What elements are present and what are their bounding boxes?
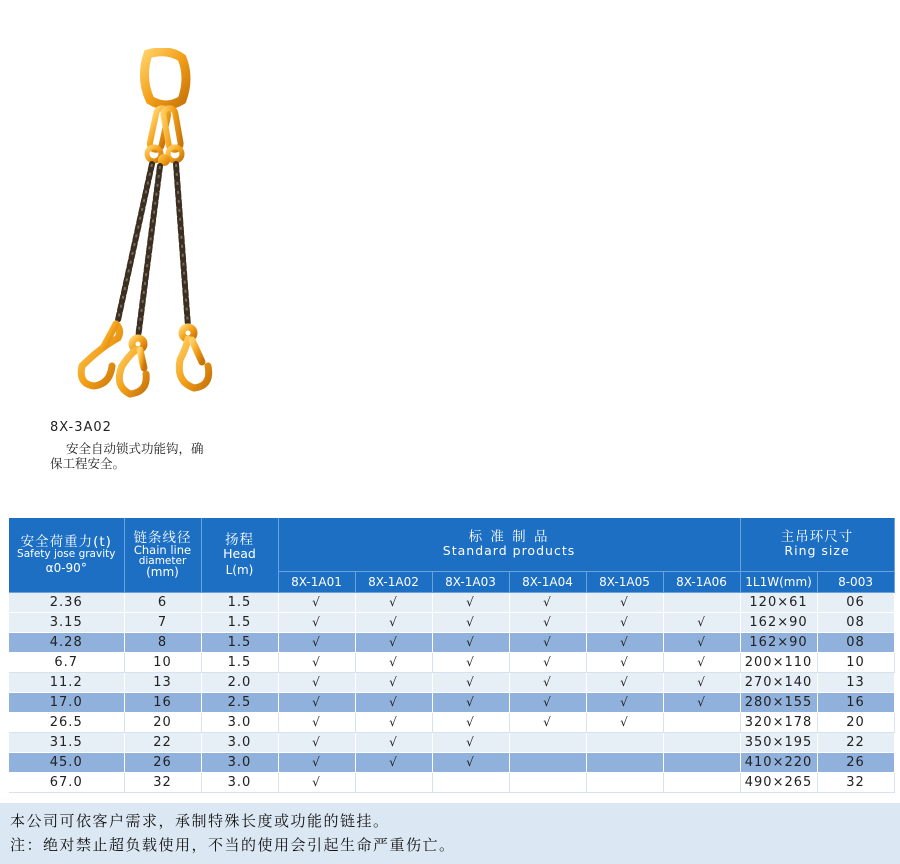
cell-product-3 bbox=[432, 752, 509, 772]
cell-lift: 1.5 bbox=[201, 632, 278, 652]
model-code: 8X-3A02 bbox=[50, 420, 112, 435]
header-standard-products: 标 准 制 品 Standard products bbox=[278, 518, 740, 571]
cell-product-1 bbox=[278, 752, 355, 772]
cell-ring-code: 08 bbox=[817, 632, 894, 652]
check-mark-icon: √ bbox=[312, 654, 321, 669]
cell-product-1 bbox=[278, 652, 355, 672]
cell-ring-code: 22 bbox=[817, 732, 894, 752]
check-mark-icon: √ bbox=[543, 694, 552, 709]
cell-load: 31.5 bbox=[9, 732, 124, 752]
cell-load: 17.0 bbox=[9, 692, 124, 712]
cell-product-1 bbox=[278, 712, 355, 732]
cell-chain-diameter: 20 bbox=[124, 712, 201, 732]
cell-product-2 bbox=[355, 672, 432, 692]
cell-lift: 3.0 bbox=[201, 772, 278, 792]
check-mark-icon: √ bbox=[389, 674, 398, 689]
cell-product-3 bbox=[432, 612, 509, 632]
check-mark-icon: √ bbox=[312, 774, 321, 789]
check-mark-icon: √ bbox=[466, 614, 475, 629]
cell-ring-dim: 270×140 bbox=[740, 672, 817, 692]
check-mark-icon: √ bbox=[697, 694, 706, 709]
cell-load: 11.2 bbox=[9, 672, 124, 692]
cell-product-3 bbox=[432, 692, 509, 712]
table-row bbox=[9, 712, 894, 732]
cell-product-1 bbox=[278, 592, 355, 612]
check-mark-icon: √ bbox=[620, 654, 629, 669]
cell-product-2 bbox=[355, 752, 432, 772]
check-mark-icon: √ bbox=[389, 594, 398, 609]
cell-product-4 bbox=[509, 772, 586, 792]
check-mark-icon: √ bbox=[620, 594, 629, 609]
check-mark-icon: √ bbox=[312, 754, 321, 769]
cell-load: 4.28 bbox=[9, 632, 124, 652]
cell-product-4 bbox=[509, 712, 586, 732]
cell-ring-dim: 320×178 bbox=[740, 712, 817, 732]
cell-lift: 3.0 bbox=[201, 732, 278, 752]
cell-product-1 bbox=[278, 772, 355, 792]
cell-product-5 bbox=[586, 672, 663, 692]
cell-chain-diameter: 22 bbox=[124, 732, 201, 752]
cell-chain-diameter: 26 bbox=[124, 752, 201, 772]
cell-product-2 bbox=[355, 692, 432, 712]
cell-ring-code: 06 bbox=[817, 592, 894, 612]
header-chain-diameter: 链条线径 Chain line diameter (mm) bbox=[124, 518, 201, 592]
cell-product-6 bbox=[663, 672, 740, 692]
check-mark-icon: √ bbox=[543, 654, 552, 669]
check-mark-icon: √ bbox=[312, 674, 321, 689]
cell-product-6 bbox=[663, 732, 740, 752]
cell-product-3 bbox=[432, 712, 509, 732]
cell-ring-dim: 162×90 bbox=[740, 612, 817, 632]
check-mark-icon: √ bbox=[543, 614, 552, 629]
check-mark-icon: √ bbox=[543, 674, 552, 689]
cell-product-6 bbox=[663, 752, 740, 772]
cell-lift: 2.5 bbox=[201, 692, 278, 712]
check-mark-icon: √ bbox=[697, 654, 706, 669]
cell-lift: 1.5 bbox=[201, 612, 278, 632]
check-mark-icon: √ bbox=[312, 734, 321, 749]
cell-product-3 bbox=[432, 732, 509, 752]
cell-product-3 bbox=[432, 672, 509, 692]
cell-chain-diameter: 7 bbox=[124, 612, 201, 632]
table-row bbox=[9, 732, 894, 752]
cell-product-6 bbox=[663, 692, 740, 712]
cell-lift: 2.0 bbox=[201, 672, 278, 692]
check-mark-icon: √ bbox=[466, 714, 475, 729]
check-mark-icon: √ bbox=[389, 614, 398, 629]
check-mark-icon: √ bbox=[620, 694, 629, 709]
cell-product-4 bbox=[509, 752, 586, 772]
check-mark-icon: √ bbox=[312, 714, 321, 729]
cell-product-3 bbox=[432, 592, 509, 612]
check-mark-icon: √ bbox=[620, 714, 629, 729]
check-mark-icon: √ bbox=[466, 634, 475, 649]
note-custom: 本公司可依客户需求，承制特殊长度或功能的链挂。 bbox=[10, 812, 390, 830]
cell-ring-code: 13 bbox=[817, 672, 894, 692]
table-row bbox=[9, 592, 894, 612]
header-product-2: 8X-1A02 bbox=[355, 571, 432, 592]
cell-ring-code: 32 bbox=[817, 772, 894, 792]
cell-load: 45.0 bbox=[9, 752, 124, 772]
check-mark-icon: √ bbox=[543, 634, 552, 649]
check-mark-icon: √ bbox=[620, 614, 629, 629]
cell-load: 3.15 bbox=[9, 612, 124, 632]
cell-product-2 bbox=[355, 612, 432, 632]
cell-chain-diameter: 16 bbox=[124, 692, 201, 712]
cell-product-2 bbox=[355, 712, 432, 732]
spec-table-body bbox=[9, 592, 894, 792]
cell-product-2 bbox=[355, 632, 432, 652]
cell-ring-code: 10 bbox=[817, 652, 894, 672]
product-description bbox=[50, 441, 250, 471]
cell-product-1 bbox=[278, 612, 355, 632]
cell-load: 6.7 bbox=[9, 652, 124, 672]
cell-chain-diameter: 8 bbox=[124, 632, 201, 652]
cell-product-6 bbox=[663, 652, 740, 672]
cell-product-6 bbox=[663, 712, 740, 732]
cell-product-5 bbox=[586, 752, 663, 772]
cell-product-6 bbox=[663, 632, 740, 652]
check-mark-icon: √ bbox=[466, 734, 475, 749]
spec-table bbox=[9, 518, 895, 793]
check-mark-icon: √ bbox=[466, 594, 475, 609]
table-row bbox=[9, 692, 894, 712]
table-row bbox=[9, 612, 894, 632]
cell-product-5 bbox=[586, 732, 663, 752]
check-mark-icon: √ bbox=[466, 754, 475, 769]
check-mark-icon: √ bbox=[543, 594, 552, 609]
cell-lift: 3.0 bbox=[201, 752, 278, 772]
cell-product-1 bbox=[278, 632, 355, 652]
cell-product-5 bbox=[586, 652, 663, 672]
cell-product-6 bbox=[663, 772, 740, 792]
check-mark-icon: √ bbox=[389, 654, 398, 669]
cell-load: 2.36 bbox=[9, 592, 124, 612]
description-line-2: 保工程安全。 bbox=[50, 456, 126, 471]
cell-product-5 bbox=[586, 612, 663, 632]
header-load: 安全荷重力(t) Safety jose gravity α0-90° bbox=[9, 518, 124, 592]
cell-ring-dim: 410×220 bbox=[740, 752, 817, 772]
cell-product-4 bbox=[509, 692, 586, 712]
check-mark-icon: √ bbox=[466, 694, 475, 709]
cell-ring-dim: 120×61 bbox=[740, 592, 817, 612]
cell-product-4 bbox=[509, 672, 586, 692]
cell-product-5 bbox=[586, 772, 663, 792]
cell-product-3 bbox=[432, 652, 509, 672]
cell-chain-diameter: 32 bbox=[124, 772, 201, 792]
check-mark-icon: √ bbox=[312, 634, 321, 649]
cell-product-1 bbox=[278, 732, 355, 752]
notes-panel bbox=[0, 803, 900, 864]
cell-product-2 bbox=[355, 732, 432, 752]
check-mark-icon: √ bbox=[389, 634, 398, 649]
table-row bbox=[9, 672, 894, 692]
check-mark-icon: √ bbox=[466, 654, 475, 669]
cell-product-2 bbox=[355, 592, 432, 612]
cell-chain-diameter: 10 bbox=[124, 652, 201, 672]
cell-chain-diameter: 6 bbox=[124, 592, 201, 612]
cell-ring-code: 08 bbox=[817, 612, 894, 632]
cell-lift: 3.0 bbox=[201, 712, 278, 732]
cell-product-5 bbox=[586, 692, 663, 712]
table-row bbox=[9, 772, 894, 792]
cell-ring-dim: 350×195 bbox=[740, 732, 817, 752]
table-row bbox=[9, 652, 894, 672]
cell-product-6 bbox=[663, 592, 740, 612]
cell-product-1 bbox=[278, 692, 355, 712]
cell-ring-code: 16 bbox=[817, 692, 894, 712]
cell-ring-code: 20 bbox=[817, 712, 894, 732]
header-product-4: 8X-1A04 bbox=[509, 571, 586, 592]
cell-product-4 bbox=[509, 632, 586, 652]
cell-product-4 bbox=[509, 732, 586, 752]
check-mark-icon: √ bbox=[312, 614, 321, 629]
check-mark-icon: √ bbox=[543, 714, 552, 729]
cell-ring-dim: 280×155 bbox=[740, 692, 817, 712]
check-mark-icon: √ bbox=[312, 694, 321, 709]
cell-lift: 1.5 bbox=[201, 652, 278, 672]
cell-ring-dim: 490×265 bbox=[740, 772, 817, 792]
cell-load: 67.0 bbox=[9, 772, 124, 792]
check-mark-icon: √ bbox=[620, 634, 629, 649]
header-product-6: 8X-1A06 bbox=[663, 571, 740, 592]
cell-product-4 bbox=[509, 612, 586, 632]
check-mark-icon: √ bbox=[620, 674, 629, 689]
cell-chain-diameter: 13 bbox=[124, 672, 201, 692]
cell-product-6 bbox=[663, 612, 740, 632]
cell-ring-code: 26 bbox=[817, 752, 894, 772]
cell-ring-dim: 162×90 bbox=[740, 632, 817, 652]
cell-product-3 bbox=[432, 772, 509, 792]
check-mark-icon: √ bbox=[389, 694, 398, 709]
check-mark-icon: √ bbox=[697, 614, 706, 629]
header-ring-code: 8-003 bbox=[817, 571, 894, 592]
check-mark-icon: √ bbox=[389, 734, 398, 749]
check-mark-icon: √ bbox=[389, 714, 398, 729]
check-mark-icon: √ bbox=[312, 594, 321, 609]
cell-load: 26.5 bbox=[9, 712, 124, 732]
header-ring-dim: 1L1W(mm) bbox=[740, 571, 817, 592]
cell-product-5 bbox=[586, 592, 663, 612]
table-row bbox=[9, 632, 894, 652]
cell-product-3 bbox=[432, 632, 509, 652]
header-product-1: 8X-1A01 bbox=[278, 571, 355, 592]
note-warning: 注：绝对禁止超负载使用，不当的使用会引起生命严重伤亡。 bbox=[10, 836, 456, 854]
cell-product-1 bbox=[278, 672, 355, 692]
header-ring-size: 主吊环尺寸 Ring size bbox=[740, 518, 894, 571]
chain-sling-image bbox=[60, 48, 260, 398]
check-mark-icon: √ bbox=[466, 674, 475, 689]
header-lift: 扬程 Head L(m) bbox=[201, 518, 278, 592]
check-mark-icon: √ bbox=[697, 674, 706, 689]
header-product-5: 8X-1A05 bbox=[586, 571, 663, 592]
cell-product-2 bbox=[355, 652, 432, 672]
cell-product-4 bbox=[509, 652, 586, 672]
header-product-3: 8X-1A03 bbox=[432, 571, 509, 592]
cell-product-5 bbox=[586, 632, 663, 652]
cell-product-2 bbox=[355, 772, 432, 792]
table-row bbox=[9, 752, 894, 772]
cell-product-4 bbox=[509, 592, 586, 612]
cell-ring-dim: 200×110 bbox=[740, 652, 817, 672]
cell-product-5 bbox=[586, 712, 663, 732]
check-mark-icon: √ bbox=[389, 754, 398, 769]
check-mark-icon: √ bbox=[697, 634, 706, 649]
cell-lift: 1.5 bbox=[201, 592, 278, 612]
description-line-1: 安全自动锁式功能钩，确 bbox=[66, 441, 204, 456]
